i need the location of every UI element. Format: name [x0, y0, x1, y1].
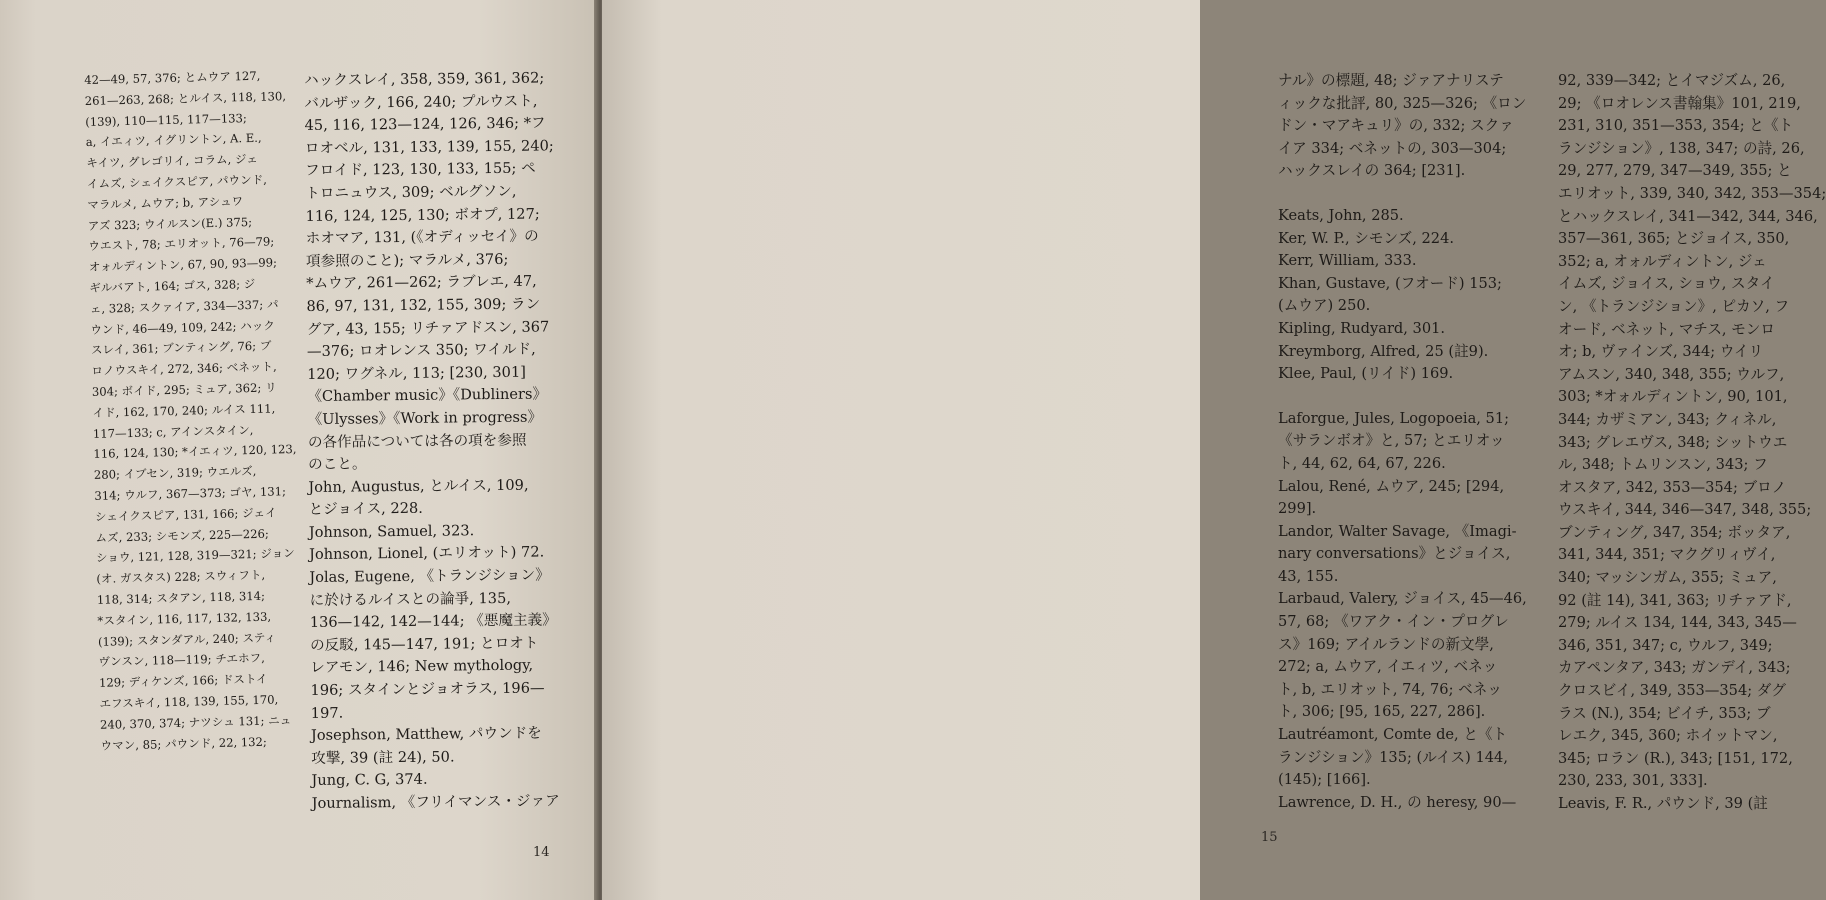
index-line: シェイクスピア, 131, 166; ジェイ: [94, 505, 277, 524]
index-line: —376; ロオレンス 350; ワイルド,: [306, 340, 536, 361]
index-line: (オ. ガスタス) 228; スウィフト,: [96, 567, 266, 586]
index-line: 341, 344, 351; マクグリィヴイ,: [1558, 546, 1776, 564]
index-line: 43, 155.: [1278, 567, 1339, 585]
index-line: 118, 314; スタアン, 118, 314;: [96, 588, 266, 607]
index-line: ィックな批評, 80, 325—326; 《ロン: [1278, 94, 1527, 112]
index-line: ヴンスン, 118—119; チエホフ,: [98, 651, 266, 670]
index-line: 42—49, 57, 376; とムウア 127,: [84, 68, 261, 87]
index-line: ト, 306; [95, 165, 227, 286].: [1278, 703, 1486, 721]
index-line: Jolas, Eugene, 《トランジション》: [309, 566, 550, 587]
index-line: Johnson, Samuel, 323.: [308, 522, 475, 541]
index-line: マラルメ, ムウア; b, アシュワ: [87, 193, 244, 212]
index-line: エリオット, 339, 340, 342, 353—354;: [1558, 184, 1826, 202]
index-line: Ker, W. P., シモンズ, 224.: [1278, 229, 1455, 247]
index-line: (145); [166].: [1278, 771, 1371, 789]
index-line: 352; a, オォルディントン, ジェ: [1558, 252, 1767, 270]
index-line: ウエスト, 78; エリオット, 76—79;: [88, 234, 275, 254]
index-line: ウマン, 85; パウンド, 22, 132;: [100, 734, 268, 753]
index-line: Kerr, William, 333.: [1278, 252, 1417, 270]
index-line: Josephson, Matthew, パウンドを: [310, 724, 542, 745]
index-line: Journalism, 《フリイマンス・ジァア: [311, 792, 560, 812]
index-line: イムズ, シェイクスピア, パウンド,: [86, 172, 268, 191]
index-line: 86, 97, 131, 132, 155, 309; ラン: [306, 295, 541, 315]
index-line: 攻撃, 39 (註 24), 50.: [311, 748, 455, 767]
index-line: オォルディントン, 67, 90, 93—99;: [88, 255, 278, 275]
index-line: イド, 162, 170, 240; ルイス 111,: [92, 401, 276, 420]
index-line: (ムウア) 250.: [1278, 297, 1371, 315]
page-number-left: 14: [533, 845, 550, 860]
index-line: Leavis, F. R., パウンド, 39 (註: [1558, 795, 1768, 812]
index-line: ハックスレイ, 358, 359, 361, 362;: [304, 69, 545, 89]
index-line: Jung, C. G, 374.: [311, 771, 428, 790]
index-line: フロイド, 123, 130, 133, 155; ペ: [304, 159, 536, 180]
index-line: Lawrence, D. H., の heresy, 90—: [1278, 793, 1517, 811]
index-line: (139); スタンダアル, 240; スティ: [97, 629, 277, 649]
index-line: ウンド, 46—49, 109, 242; ハック: [90, 317, 276, 337]
index-column-4: [1558, 70, 1826, 816]
index-line: 57, 68; 《ワアク・イン・プログレ: [1278, 613, 1509, 631]
index-line: 280; イブセン, 319; ウエルズ,: [93, 464, 257, 483]
index-line: 92, 339—342; とイマジズム, 26,: [1558, 72, 1786, 89]
page-number-right: 15: [1261, 830, 1278, 845]
index-column-3: [1278, 70, 1527, 814]
index-line: *スタイン, 116, 117, 132, 133,: [97, 609, 272, 628]
section-gap: [1278, 386, 1523, 408]
index-line: Laforgue, Jules, Logopoeia, 51;: [1278, 409, 1510, 427]
index-line: ギルバアト, 164; ゴス, 328; ジ: [89, 276, 256, 295]
index-column-2: [304, 67, 562, 815]
index-line: ナル》の標題, 48; ジァアナリステ: [1278, 72, 1504, 89]
section-gap: [1278, 183, 1523, 205]
index-line: に於けるルイスとの論爭, 135,: [309, 589, 512, 609]
index-line: 314; ウルフ, 367—373; ゴヤ, 131;: [94, 484, 287, 503]
index-line: 197.: [310, 704, 344, 722]
index-line: nary conversations》とジョイス,: [1278, 545, 1511, 563]
index-line: の反駁, 145—147, 191; とロオト: [309, 634, 539, 654]
index-line: 項参照のこと); マラルメ, 376;: [305, 250, 509, 270]
index-line: バルザック, 166, 240; プルウスト,: [304, 92, 538, 112]
index-line: a, イエィツ, イグリントン, A. E.,: [85, 131, 262, 150]
index-line: 120; ワグネル, 113; [230, 301]: [307, 363, 526, 383]
index-line: Johnson, Lionel, (エリオット) 72.: [308, 543, 545, 564]
index-line: *ムウア, 261—262; ラブレエ, 47,: [306, 272, 537, 293]
index-line: ランジション》135; (ルイス) 144,: [1278, 748, 1508, 766]
index-line: ハックスレイの 364; [231].: [1278, 162, 1466, 180]
index-line: 《Ulysses》《Work in progress》: [307, 408, 543, 428]
index-line: エフスキイ, 118, 139, 155, 170,: [99, 692, 279, 711]
index-line: 196; スタインとジョオラス, 196—: [310, 679, 545, 699]
index-line: ト, 44, 62, 64, 67, 226.: [1278, 454, 1446, 472]
index-line: (139), 110—115, 117—133;: [85, 110, 247, 129]
index-line: 343; グレエヴス, 348; シットウエ: [1558, 433, 1788, 451]
index-line: ムズ, 233; シモンズ, 225—226;: [95, 526, 269, 545]
index-line: Klee, Paul, (リイド) 169.: [1278, 365, 1454, 383]
index-line: Khan, Gustave, (フオード) 153;: [1278, 274, 1502, 292]
index-line: 29; 《ロオレンス書翰集》101, 219,: [1558, 94, 1801, 112]
index-line: 117—133; c, アインスタイン,: [92, 422, 254, 441]
index-line: 240, 370, 374; ナツシュ 131; ニュ: [99, 712, 292, 732]
index-line: 344; カザミアン, 343; クィネル,: [1558, 410, 1777, 428]
index-line: ロオベル, 131, 133, 139, 155, 240;: [304, 137, 554, 157]
index-line: Lautréamont, Comte de, と《ト: [1278, 726, 1508, 744]
index-line: ロノウスキイ, 272, 346; ベネット,: [91, 359, 277, 379]
index-line: カアペンタア, 343; ガンデイ, 343;: [1558, 659, 1791, 677]
index-line: グア, 43, 155; リチァアドスン, 367: [306, 317, 550, 338]
index-line: ランジション》, 138, 347; の詩, 26,: [1558, 139, 1805, 157]
index-line: のこと。: [308, 455, 367, 474]
index-line: とハックスレイ, 341—342, 344, 346,: [1558, 207, 1818, 225]
index-line: 29, 277, 279, 347—349, 355; と: [1558, 162, 1792, 180]
index-line: オード, ベネット, マチス, モンロ: [1558, 320, 1775, 338]
index-line: Larbaud, Valery, ジョイス, 45—46,: [1278, 590, 1527, 608]
index-line: 272; a, ムウア, イエィツ, ベネッ: [1278, 658, 1498, 676]
index-line: 《サランボオ》と, 57; とエリオッ: [1278, 432, 1505, 450]
index-line: Kipling, Rudyard, 301.: [1278, 319, 1446, 337]
index-line: ェ, 328; スクァイア, 334—337; パ: [89, 297, 279, 316]
index-line: ドン・マアキュリ》の, 332; スクァ: [1278, 117, 1514, 135]
index-line: オ; b, ヴァインズ, 344; ウイリ: [1558, 343, 1764, 361]
index-line: 129; ディケンズ, 166; ドストイ: [98, 671, 268, 690]
index-line: ル, 348; トムリンスン, 343; フ: [1558, 456, 1768, 474]
index-line: ラス (N.), 354; ビイチ, 353; ブ: [1558, 704, 1771, 722]
index-line: とジョイス, 228.: [308, 500, 424, 519]
index-line: ン, 《トランジション》, ピカソ, フ: [1558, 297, 1790, 315]
index-line: 346, 351, 347; c, ウルフ, 349;: [1558, 636, 1773, 654]
index-line: 136—142, 142—144; 《悪魔主義》: [309, 611, 557, 632]
right-page: [602, 0, 1826, 900]
index-line: アズ 323; ウイルスン(E.) 375;: [87, 214, 253, 233]
index-line: 116, 124, 125, 130; ボオプ, 127;: [305, 205, 540, 225]
index-line: ホオマア, 131, (《オディッセイ》の: [305, 227, 539, 248]
index-line: イア 334; ベネットの, 303—304;: [1278, 139, 1507, 157]
index-line: ス》169; アイルランドの新文學,: [1278, 635, 1494, 653]
index-line: 45, 116, 123—124, 126, 346; *フ: [304, 114, 546, 135]
index-line: ウスキイ, 344, 346—347, 348, 355;: [1558, 501, 1812, 519]
index-line: ブンティング, 347, 354; ボッタア,: [1558, 523, 1791, 541]
index-line: キイツ, グレゴリイ, コラム, ジェ: [86, 151, 259, 171]
index-line: 303; *オォルディントン, 90, 101,: [1558, 388, 1788, 406]
index-line: イムズ, ジョイス, ショウ, スタイ: [1558, 275, 1775, 293]
index-line: 357—361, 365; とジョイス, 350,: [1558, 230, 1790, 248]
index-line: レエク, 345, 360; ホイットマン,: [1558, 727, 1778, 745]
index-line: Keats, John, 285.: [1278, 206, 1404, 224]
index-line: スレイ, 361; ブンティング, 76; ブ: [90, 338, 272, 358]
index-line: アムスン, 340, 348, 355; ウルフ,: [1558, 365, 1785, 383]
index-line: 340; マッシンガム, 355; ミュア,: [1558, 569, 1777, 587]
left-page: [0, 0, 598, 900]
index-line: ト, b, エリオット, 74, 76; ベネッ: [1278, 680, 1502, 698]
index-line: Landor, Walter Savage, 《Imagi-: [1278, 522, 1517, 540]
index-line: オスタア, 342, 353—354; ブロノ: [1558, 478, 1787, 496]
index-line: トロニュウス, 309; ベルグソン,: [305, 182, 517, 202]
index-line: レアモン, 146; New mythology,: [310, 657, 534, 677]
index-line: 231, 310, 351—353, 354; と《ト: [1558, 117, 1794, 135]
index-line: Lalou, René, ムウア, 245; [294,: [1278, 477, 1505, 495]
index-line: ショウ, 121, 128, 319—321; ジョン: [95, 546, 295, 566]
index-line: 92 (註 14), 341, 363; リチァアド,: [1558, 591, 1792, 609]
index-line: John, Augustus, とルイス, 109,: [308, 476, 529, 496]
index-line: 304; ボイド, 295; ミュア, 362; リ: [91, 380, 277, 399]
index-line: クロスビイ, 349, 353—354; ダグ: [1558, 682, 1786, 700]
index-line: Kreymborg, Alfred, 25 (註9).: [1278, 342, 1489, 360]
index-column-1: [84, 66, 297, 756]
index-line: 345; ロラン (R.), 343; [151, 172,: [1558, 749, 1793, 767]
index-line: 279; ルイス 134, 144, 343, 345—: [1558, 614, 1797, 632]
index-line: 《Chamber music》《Dubliners》: [307, 385, 548, 406]
index-line: 261—263, 268; とルイス, 118, 130,: [84, 88, 287, 108]
index-line: 116, 124, 130; *イエィツ, 120, 123,: [93, 442, 297, 462]
index-line: 299].: [1278, 500, 1317, 518]
index-line: の各作品については各の項を参照: [307, 431, 527, 451]
index-line: 230, 233, 301, 333].: [1558, 772, 1708, 790]
